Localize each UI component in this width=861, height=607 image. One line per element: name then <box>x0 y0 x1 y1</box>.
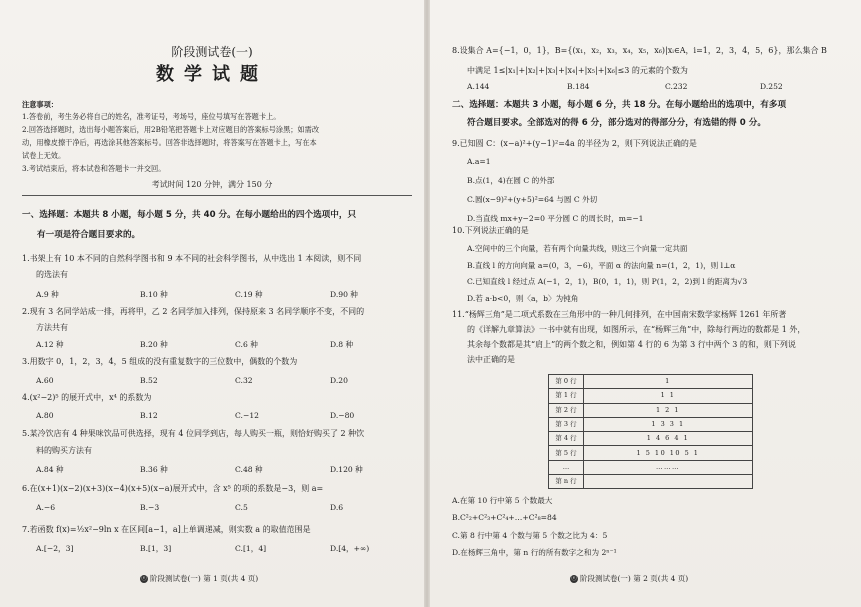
q4-option-c: C.−12 <box>235 411 259 420</box>
q9-option-d: D.当直线 mx+y−2=0 平分圆 C 的周长时，m=−1 <box>467 214 644 223</box>
notice-line: 1.答卷前，考生务必将自己的姓名，准考证号，考场号，座位号填写在答题卡上。 <box>22 112 281 121</box>
row-label: … <box>549 460 584 474</box>
row-values: 1 <box>584 375 753 389</box>
notice-heading: 注意事项： <box>22 100 58 109</box>
q6-option-d: D.6 <box>330 503 344 512</box>
section-two-heading-cont: 符合题目要求。全部选对的得 6 分，部分选对的得部分分，有选错的得 0 分。 <box>467 118 766 128</box>
page-footer <box>140 573 258 584</box>
q5-option-a: A.84 种 <box>36 465 64 474</box>
question-8-cont: 中满足 1≤|x₁|+|x₂|+|x₃|+|x₄|+|x₅|+|x₆|≤3 的元素的个数为 <box>467 66 688 75</box>
q11-option-d: D.在杨辉三角中，第 n 行的所有数字之和为 2ⁿ⁻¹ <box>452 548 617 557</box>
exam-time-and-score: 考试时间 120 分钟，满分 150 分 <box>151 180 273 189</box>
q5-option-c: C.48 种 <box>235 465 263 474</box>
q7-option-c: C.[1，4] <box>235 544 267 553</box>
q6-option-b: B.−3 <box>140 503 160 512</box>
q2-option-b: B.20 种 <box>140 340 168 349</box>
triangle-row <box>549 475 753 489</box>
question-2-cont: 方法共有 <box>36 323 68 332</box>
row-values: 1 3 3 1 <box>584 417 753 431</box>
question-11-cont: 的《详解九章算法》一书中就有出现，如图所示，在“杨辉三角”中，除每行两边的数都是 1 外， <box>467 325 806 334</box>
section-two-heading: 二、选择题：本题共 3 小题，每小题 6 分，共 18 分。在每小题给出的选项中，有多项 <box>452 100 787 110</box>
q2-option-a: A.12 种 <box>36 340 64 349</box>
q3-option-a: A.60 <box>36 376 54 385</box>
row-values <box>584 475 753 489</box>
q1-option-c: C.19 种 <box>235 290 263 299</box>
q8-option-c: C.232 <box>665 82 688 91</box>
publisher-logo-icon: ⓔ <box>140 575 147 582</box>
page-footer-text: 阶段测试卷(一) 第 1 页(共 4 页) <box>150 574 259 583</box>
question-5: 5.某冷饮店有 4 种果味饮品可供选择，现有 4 位同学到店，每人购买一瓶，则恰好购买了 2 种饮 <box>22 429 365 438</box>
triangle-row <box>549 403 753 417</box>
section-one-heading-cont: 有一项是符合题目要求的。 <box>37 230 141 240</box>
notice-line: 动，用橡皮擦干净后，再选涂其他答案标号。回答非选择题时，将答案写在答题卡上，写在本 <box>22 138 317 147</box>
question-6: 6.在(x+1)(x−2)(x+3)(x−4)(x+5)(x−a)展开式中，含 x⁵ 的项的系数是−3，则 a= <box>22 484 324 493</box>
question-3: 3.用数字 0，1，2，3，4，5 组成的没有重复数字的三位数中，偶数的个数为 <box>22 357 298 366</box>
q11-option-a: A.在第 10 行中第 5 个数最大 <box>452 496 553 505</box>
row-label: 第 3 行 <box>549 417 584 431</box>
row-values: ……… <box>584 460 753 474</box>
question-4: 4.(x²−2)⁵ 的展开式中，x⁴ 的系数为 <box>22 393 152 402</box>
q6-option-a: A.−6 <box>36 503 56 512</box>
q2-option-c: C.6 种 <box>235 340 258 349</box>
q11-option-c: C.第 8 行中第 4 个数与第 5 个数之比为 4：5 <box>452 531 608 540</box>
question-8: 8.设集合 A={−1，0，1}，B={(x₁，x₂，x₃，x₄，x₅，x₆)|xᵢ∈A，i=1，2，3，4，5，6}，那么集合 B <box>452 46 827 55</box>
row-label: 第 0 行 <box>549 375 584 389</box>
exam-page-1 <box>0 0 424 607</box>
row-values: 1 5 10 10 5 1 <box>584 446 753 460</box>
q9-option-a: A.a=1 <box>467 157 491 166</box>
q10-option-d: D.若 a·b<0，则〈a，b〉为钝角 <box>467 294 579 303</box>
triangle-row <box>549 375 753 389</box>
q10-option-c: C.已知直线 l 经过点 A(−1，2，1)，B(0，1，1)，则 P(1，2，2)到 l 的距离为√3 <box>467 277 748 286</box>
q4-option-b: B.12 <box>140 411 158 420</box>
q11-option-b: B.C²₂+C²₃+C²₄+…+C²₈=84 <box>452 513 557 522</box>
q4-option-d: D.−80 <box>330 411 355 420</box>
triangle-row <box>549 389 753 403</box>
row-values: 1 1 <box>584 389 753 403</box>
q7-option-b: B.[1，3] <box>140 544 172 553</box>
q9-option-c: C.圆(x−9)²+(y+5)²=64 与圆 C 外切 <box>467 195 598 204</box>
exam-subtitle: 阶段测试卷(一) <box>171 45 253 59</box>
q6-option-c: C.5 <box>235 503 248 512</box>
row-label: 第 n 行 <box>549 475 584 489</box>
publisher-logo-icon: ⓔ <box>570 575 577 582</box>
q1-option-d: D.90 种 <box>330 290 358 299</box>
row-label: 第 4 行 <box>549 432 584 446</box>
q1-option-a: A.9 种 <box>36 290 59 299</box>
row-label: 第 5 行 <box>549 446 584 460</box>
question-11: 11.“杨辉三角”是二项式系数在三角形中的一种几何排列，在中国南宋数学家杨辉 1261 年所著 <box>452 310 787 319</box>
question-11-cont: 其余每个数都是其“肩上”的两个数之和，例如第 4 行的 6 为第 3 行中两个 3 的和，则下列说 <box>467 340 796 349</box>
q8-option-d: D.252 <box>760 82 783 91</box>
q8-option-b: B.184 <box>567 82 590 91</box>
yang-hui-triangle-table <box>548 374 753 489</box>
exam-title: 数学试题 <box>156 64 268 85</box>
question-1: 1.书架上有 10 本不同的自然科学图书和 9 本不同的社会科学图书，从中选出 1 本阅读，则不同 <box>22 254 362 263</box>
q10-option-a: A.空间中的三个向量，若有两个向量共线，则这三个向量一定共面 <box>467 244 688 253</box>
row-values: 1 4 6 4 1 <box>584 432 753 446</box>
page-footer-text: 阶段测试卷(一) 第 2 页(共 4 页) <box>580 574 689 583</box>
q1-option-b: B.10 种 <box>140 290 168 299</box>
notice-line: 2.回答选择题时，选出每小题答案后，用2B铅笔把答题卡上对应题目的答案标号涂黑；如需改 <box>22 125 320 134</box>
q5-option-d: D.120 种 <box>330 465 363 474</box>
q9-option-b: B.点(1，4)在圆 C 的外部 <box>467 176 555 185</box>
question-7: 7.若函数 f(x)=½x²−9ln x 在区间[a−1，a]上单调递减，则实数 a 的取值范围是 <box>22 525 311 534</box>
divider <box>22 195 412 196</box>
q10-option-b: B.直线 l 的方向向量 a=(0，3，−6)，平面 α 的法向量 n=(1，2，1)，则 l⊥α <box>467 261 736 270</box>
q5-option-b: B.36 种 <box>140 465 168 474</box>
row-label: 第 1 行 <box>549 389 584 403</box>
section-one-heading: 一、选择题：本题共 8 小题，每小题 5 分，共 40 分。在每小题给出的四个选项中，只 <box>22 210 357 220</box>
q7-option-a: A.[−2，3] <box>36 544 74 553</box>
question-1-cont: 的选法有 <box>36 270 68 279</box>
triangle-row <box>549 432 753 446</box>
notice-line: 试卷上无效。 <box>22 151 66 160</box>
question-5-cont: 料的购买方法有 <box>36 446 92 455</box>
page-footer <box>570 573 688 584</box>
triangle-row <box>549 446 753 460</box>
question-11-cont: 法中正确的是 <box>467 355 515 364</box>
q3-option-b: B.52 <box>140 376 158 385</box>
q4-option-a: A.80 <box>36 411 54 420</box>
question-10: 10.下列说法正确的是 <box>452 226 529 235</box>
row-values: 1 2 1 <box>584 403 753 417</box>
question-9: 9.已知圆 C：(x−a)²+(y−1)²=4a 的半径为 2，则下列说法正确的是 <box>452 139 697 148</box>
triangle-row <box>549 417 753 431</box>
q3-option-d: D.20 <box>330 376 348 385</box>
row-label: 第 2 行 <box>549 403 584 417</box>
q2-option-d: D.8 种 <box>330 340 354 349</box>
q7-option-d: D.[4，+∞) <box>330 544 370 553</box>
notice-line: 3.考试结束后，将本试卷和答题卡一并交回。 <box>22 164 166 173</box>
triangle-row <box>549 460 753 474</box>
question-2: 2.现有 3 名同学站成一排，再将甲，乙 2 名同学加入排列，保持原来 3 名同学顺序不变，不同的 <box>22 307 365 316</box>
q8-option-a: A.144 <box>467 82 490 91</box>
q3-option-c: C.32 <box>235 376 253 385</box>
